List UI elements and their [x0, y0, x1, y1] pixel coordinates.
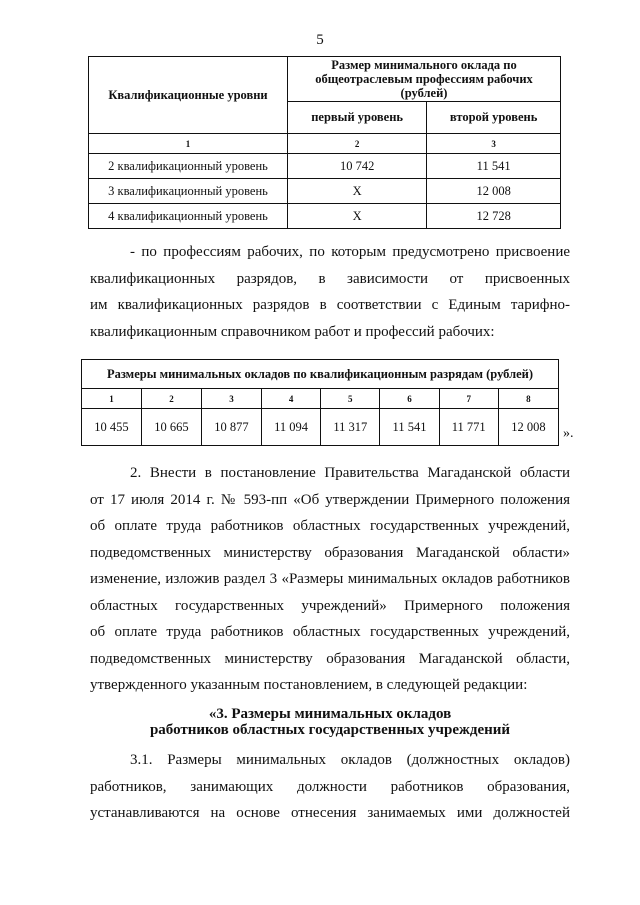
header-second-level: второй уровень: [427, 102, 561, 134]
grade-value: 11 541: [380, 409, 439, 446]
table-row: [82, 409, 559, 446]
row-label: 3 квалификационный уровень: [89, 179, 288, 204]
text-line: подведомственных министерству образования Магаданской области»: [90, 544, 570, 561]
row-first-level: 10 742: [288, 154, 427, 179]
text-line: об оплате труда работников областных государственных учреждений,: [90, 518, 570, 534]
grade-value: 11 771: [439, 409, 498, 446]
text-line: квалификационных разрядов, в зависимости от присвоенных: [90, 270, 570, 287]
closing-quote: ».: [563, 426, 574, 441]
text-line: 3.1. Размеры минимальных окладов (должностных окладов): [130, 752, 570, 768]
col-number: 3: [201, 389, 261, 409]
col-number: 3: [427, 134, 561, 154]
text-line: - по профессиям рабочих, по которым предусмотрено присвоение: [130, 244, 570, 260]
text-line: им квалификационных разрядов в соответствии с Единым тарифно-: [90, 297, 570, 313]
col-number: 6: [380, 389, 439, 409]
paragraph-3-1: [90, 747, 570, 827]
grade-value: 11 317: [321, 409, 380, 446]
row-first-level: Х: [288, 204, 427, 229]
text-line: 2. Внести в постановление Правительства Магаданской области: [130, 465, 570, 481]
text-line: об оплате труда работников областных государственных учреждений,: [90, 624, 570, 640]
col-number: 2: [288, 134, 427, 154]
grade-value: 11 094: [261, 409, 320, 446]
text-line: изменение, изложив раздел 3 «Размеры минимальных окладов работников: [90, 571, 570, 587]
text-line: подведомственных министерству образования Магаданской области,: [90, 650, 570, 667]
text-line: квалификационным справочником работ и профессий рабочих:: [90, 323, 495, 340]
table-row: [89, 204, 561, 229]
heading-line: работников областных государственных учреждений: [149, 722, 511, 738]
text-line: от 17 июля 2014 г. № 593-пп «Об утверждении Примерного положения: [90, 491, 570, 508]
text-line: устанавливаются на основе отнесения занимаемых ими должностей: [90, 805, 570, 821]
table-row: [89, 179, 561, 204]
col-number: 1: [89, 134, 288, 154]
header-first-level: первый уровень: [288, 102, 427, 134]
text-line: областных государственных учреждений» Примерного положения: [90, 597, 570, 614]
paragraph-amendment: [90, 460, 570, 699]
table-row: [89, 154, 561, 179]
row-second-level: 12 728: [427, 204, 561, 229]
table-general-professions: [88, 56, 561, 229]
col-number: 4: [261, 389, 320, 409]
col-number: 5: [321, 389, 380, 409]
col-number: 8: [498, 389, 558, 409]
col-number: 1: [82, 389, 142, 409]
header-min-salary: Размер минимального оклада по общеотраслевым профессиям рабочих (рублей): [288, 57, 561, 102]
table-grade-salaries: [81, 359, 559, 446]
row-label: 4 квалификационный уровень: [89, 204, 288, 229]
grade-value: 10 665: [141, 409, 201, 446]
header-qualification-levels: Квалификационные уровни: [89, 57, 288, 134]
col-number: 2: [141, 389, 201, 409]
row-second-level: 11 541: [427, 154, 561, 179]
grade-value: 10 455: [82, 409, 142, 446]
paragraph-workers-by-grades: [90, 239, 570, 345]
row-second-level: 12 008: [427, 179, 561, 204]
heading-line: «3. Размеры минимальных окладов: [208, 706, 452, 722]
grade-value: 10 877: [201, 409, 261, 446]
col-number: 7: [439, 389, 498, 409]
table-title: Размеры минимальных окладов по квалификационным разрядам (рублей): [82, 360, 559, 389]
text-line: работников, занимающих должности работников образования,: [90, 778, 570, 795]
row-first-level: Х: [288, 179, 427, 204]
page-number: 5: [316, 32, 324, 48]
text-line: утвержденного указанным постановлением, в следующей редакции:: [90, 677, 528, 693]
row-label: 2 квалификационный уровень: [89, 154, 288, 179]
section-heading: [90, 706, 570, 738]
grade-value: 12 008: [498, 409, 558, 446]
